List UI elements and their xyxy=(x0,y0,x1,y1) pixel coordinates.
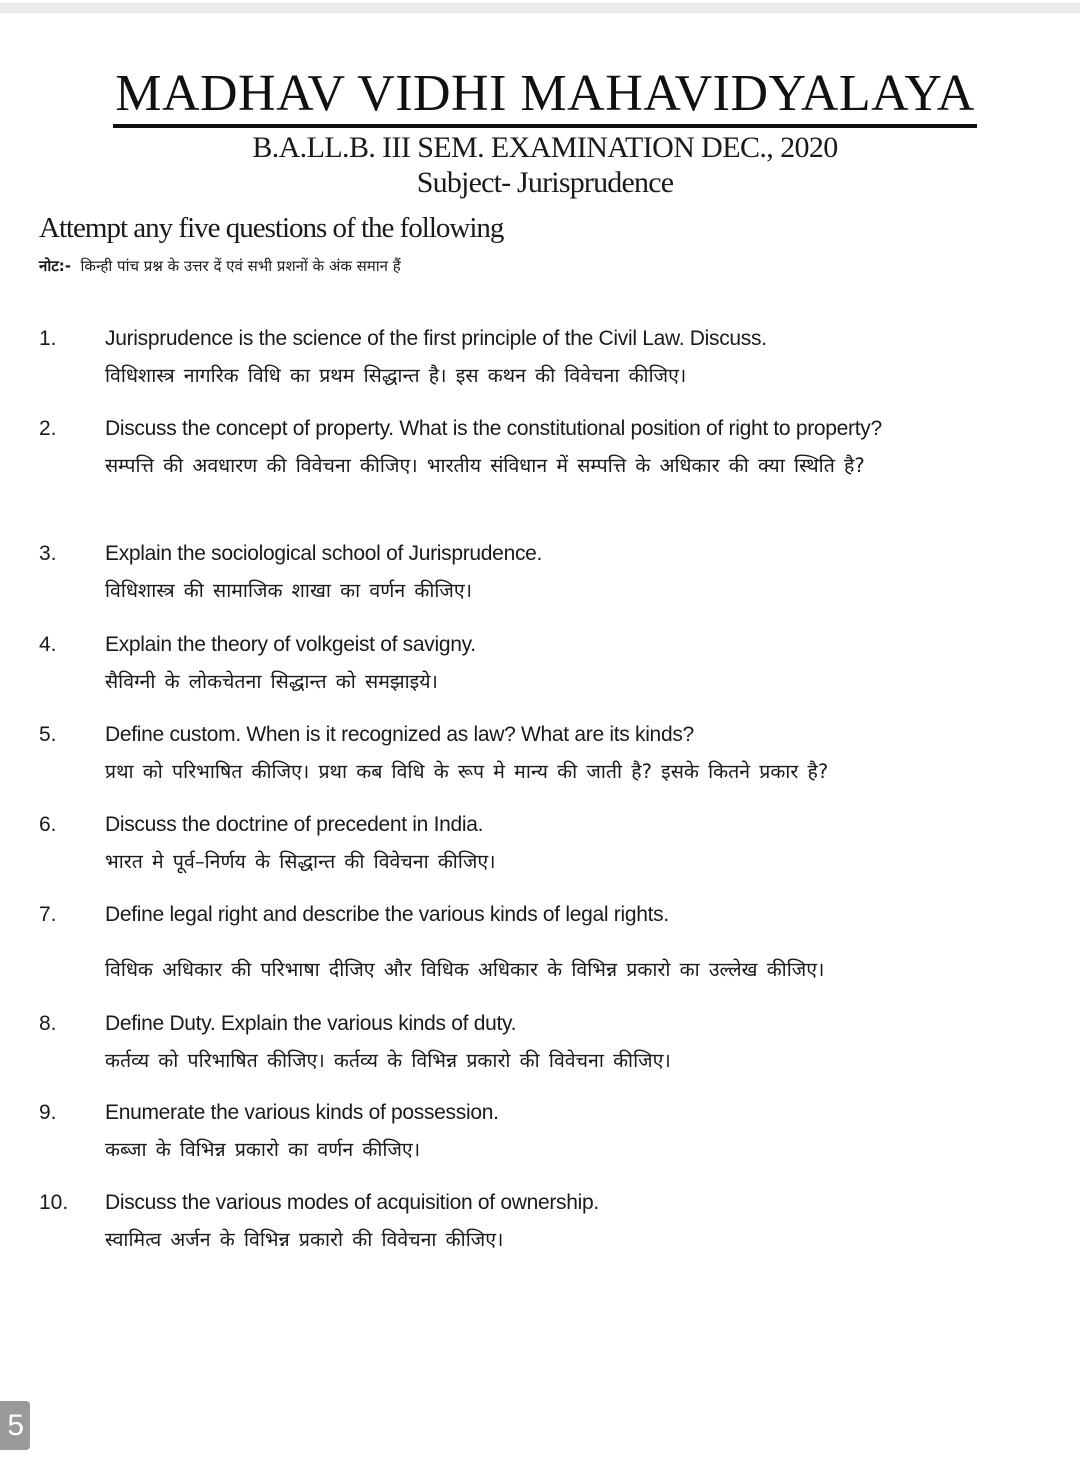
note-label: नोट:- xyxy=(39,257,71,275)
question-english: Enumerate the various kinds of possession. xyxy=(105,1101,499,1124)
instruction-text: Attempt any five questions of the following xyxy=(39,212,504,244)
question-hindi: कब्जा के विभिन्न प्रकारो का वर्णन कीजिए। xyxy=(105,1138,421,1161)
question-english: Define Duty. Explain the various kinds of duty. xyxy=(105,1012,517,1035)
document-header xyxy=(0,66,1080,200)
question-english: Explain the theory of volkgeist of savigny. xyxy=(105,633,476,656)
question-english: Discuss the doctrine of precedent in India. xyxy=(105,813,484,836)
question-english: Discuss the various modes of acquisition of ownership. xyxy=(105,1191,599,1214)
question-hindi: विधिक अधिकार की परिभाषा दीजिए और विधिक अधिकार के विभिन्न प्रकारो का उल्लेख कीजिए। xyxy=(105,958,825,981)
question-hindi: सम्पत्ति की अवधारण की विवेचना कीजिए। भारतीय संविधान में सम्पत्ति के अधिकार की क्या स्थिति है? xyxy=(105,454,865,477)
hindi-note xyxy=(39,256,401,276)
question-hindi: विधिशास्त्र की सामाजिक शाखा का वर्णन कीजिए। xyxy=(105,579,473,602)
question-hindi: भारत मे पूर्व–निर्णय के सिद्धान्त की विवेचना कीजिए। xyxy=(105,850,496,873)
question-number: 4. xyxy=(39,633,57,656)
question-number: 2. xyxy=(39,417,57,440)
question-number: 8. xyxy=(39,1012,57,1035)
question-hindi: प्रथा को परिभाषित कीजिए। प्रथा कब विधि के रूप मे मान्य की जाती है? इसके कितने प्रकार है? xyxy=(105,760,829,783)
question-english: Define legal right and describe the various kinds of legal rights. xyxy=(105,903,669,926)
question-number: 10. xyxy=(39,1191,69,1214)
question-hindi: कर्तव्य को परिभाषित कीजिए। कर्तव्य के विभिन्न प्रकारो की विवेचना कीजिए। xyxy=(105,1049,671,1072)
question-english: Discuss the concept of property. What is the constitutional position of right to property? xyxy=(105,417,882,440)
question-hindi: स्वामित्व अर्जन के विभिन्न प्रकारो की विवेचना कीजिए। xyxy=(105,1228,504,1251)
question-hindi: सैविग्नी के लोकचेतना सिद्धान्त को समझाइये। xyxy=(105,670,438,693)
question-number: 1. xyxy=(39,327,57,350)
question-number: 3. xyxy=(39,542,57,565)
question-number: 9. xyxy=(39,1101,57,1124)
exam-title: B.A.LL.B. III SEM. EXAMINATION DEC., 2020 xyxy=(252,131,838,164)
question-number: 6. xyxy=(39,813,57,836)
top-toolbar-band xyxy=(0,3,1080,13)
question-english: Explain the sociological school of Jurisprudence. xyxy=(105,542,543,565)
question-number: 5. xyxy=(39,723,57,746)
question-english: Jurisprudence is the science of the first principle of the Civil Law. Discuss. xyxy=(105,327,767,350)
page-number-indicator[interactable]: 5 xyxy=(0,1401,30,1450)
subject-title: Subject- Jurisprudence xyxy=(416,166,674,199)
question-hindi: विधिशास्त्र नागरिक विधि का प्रथम सिद्धान्त है। इस कथन की विवेचना कीजिए। xyxy=(105,364,687,387)
question-number: 7. xyxy=(39,903,57,926)
note-text: किन्ही पांच प्रश्न के उत्तर दें एवं सभी प्रशनों के अंक समान हैं xyxy=(80,257,401,275)
college-name: MADHAV VIDHI MAHAVIDYALAYA xyxy=(113,66,977,128)
question-english: Define custom. When is it recognized as law? What are its kinds? xyxy=(105,723,694,746)
